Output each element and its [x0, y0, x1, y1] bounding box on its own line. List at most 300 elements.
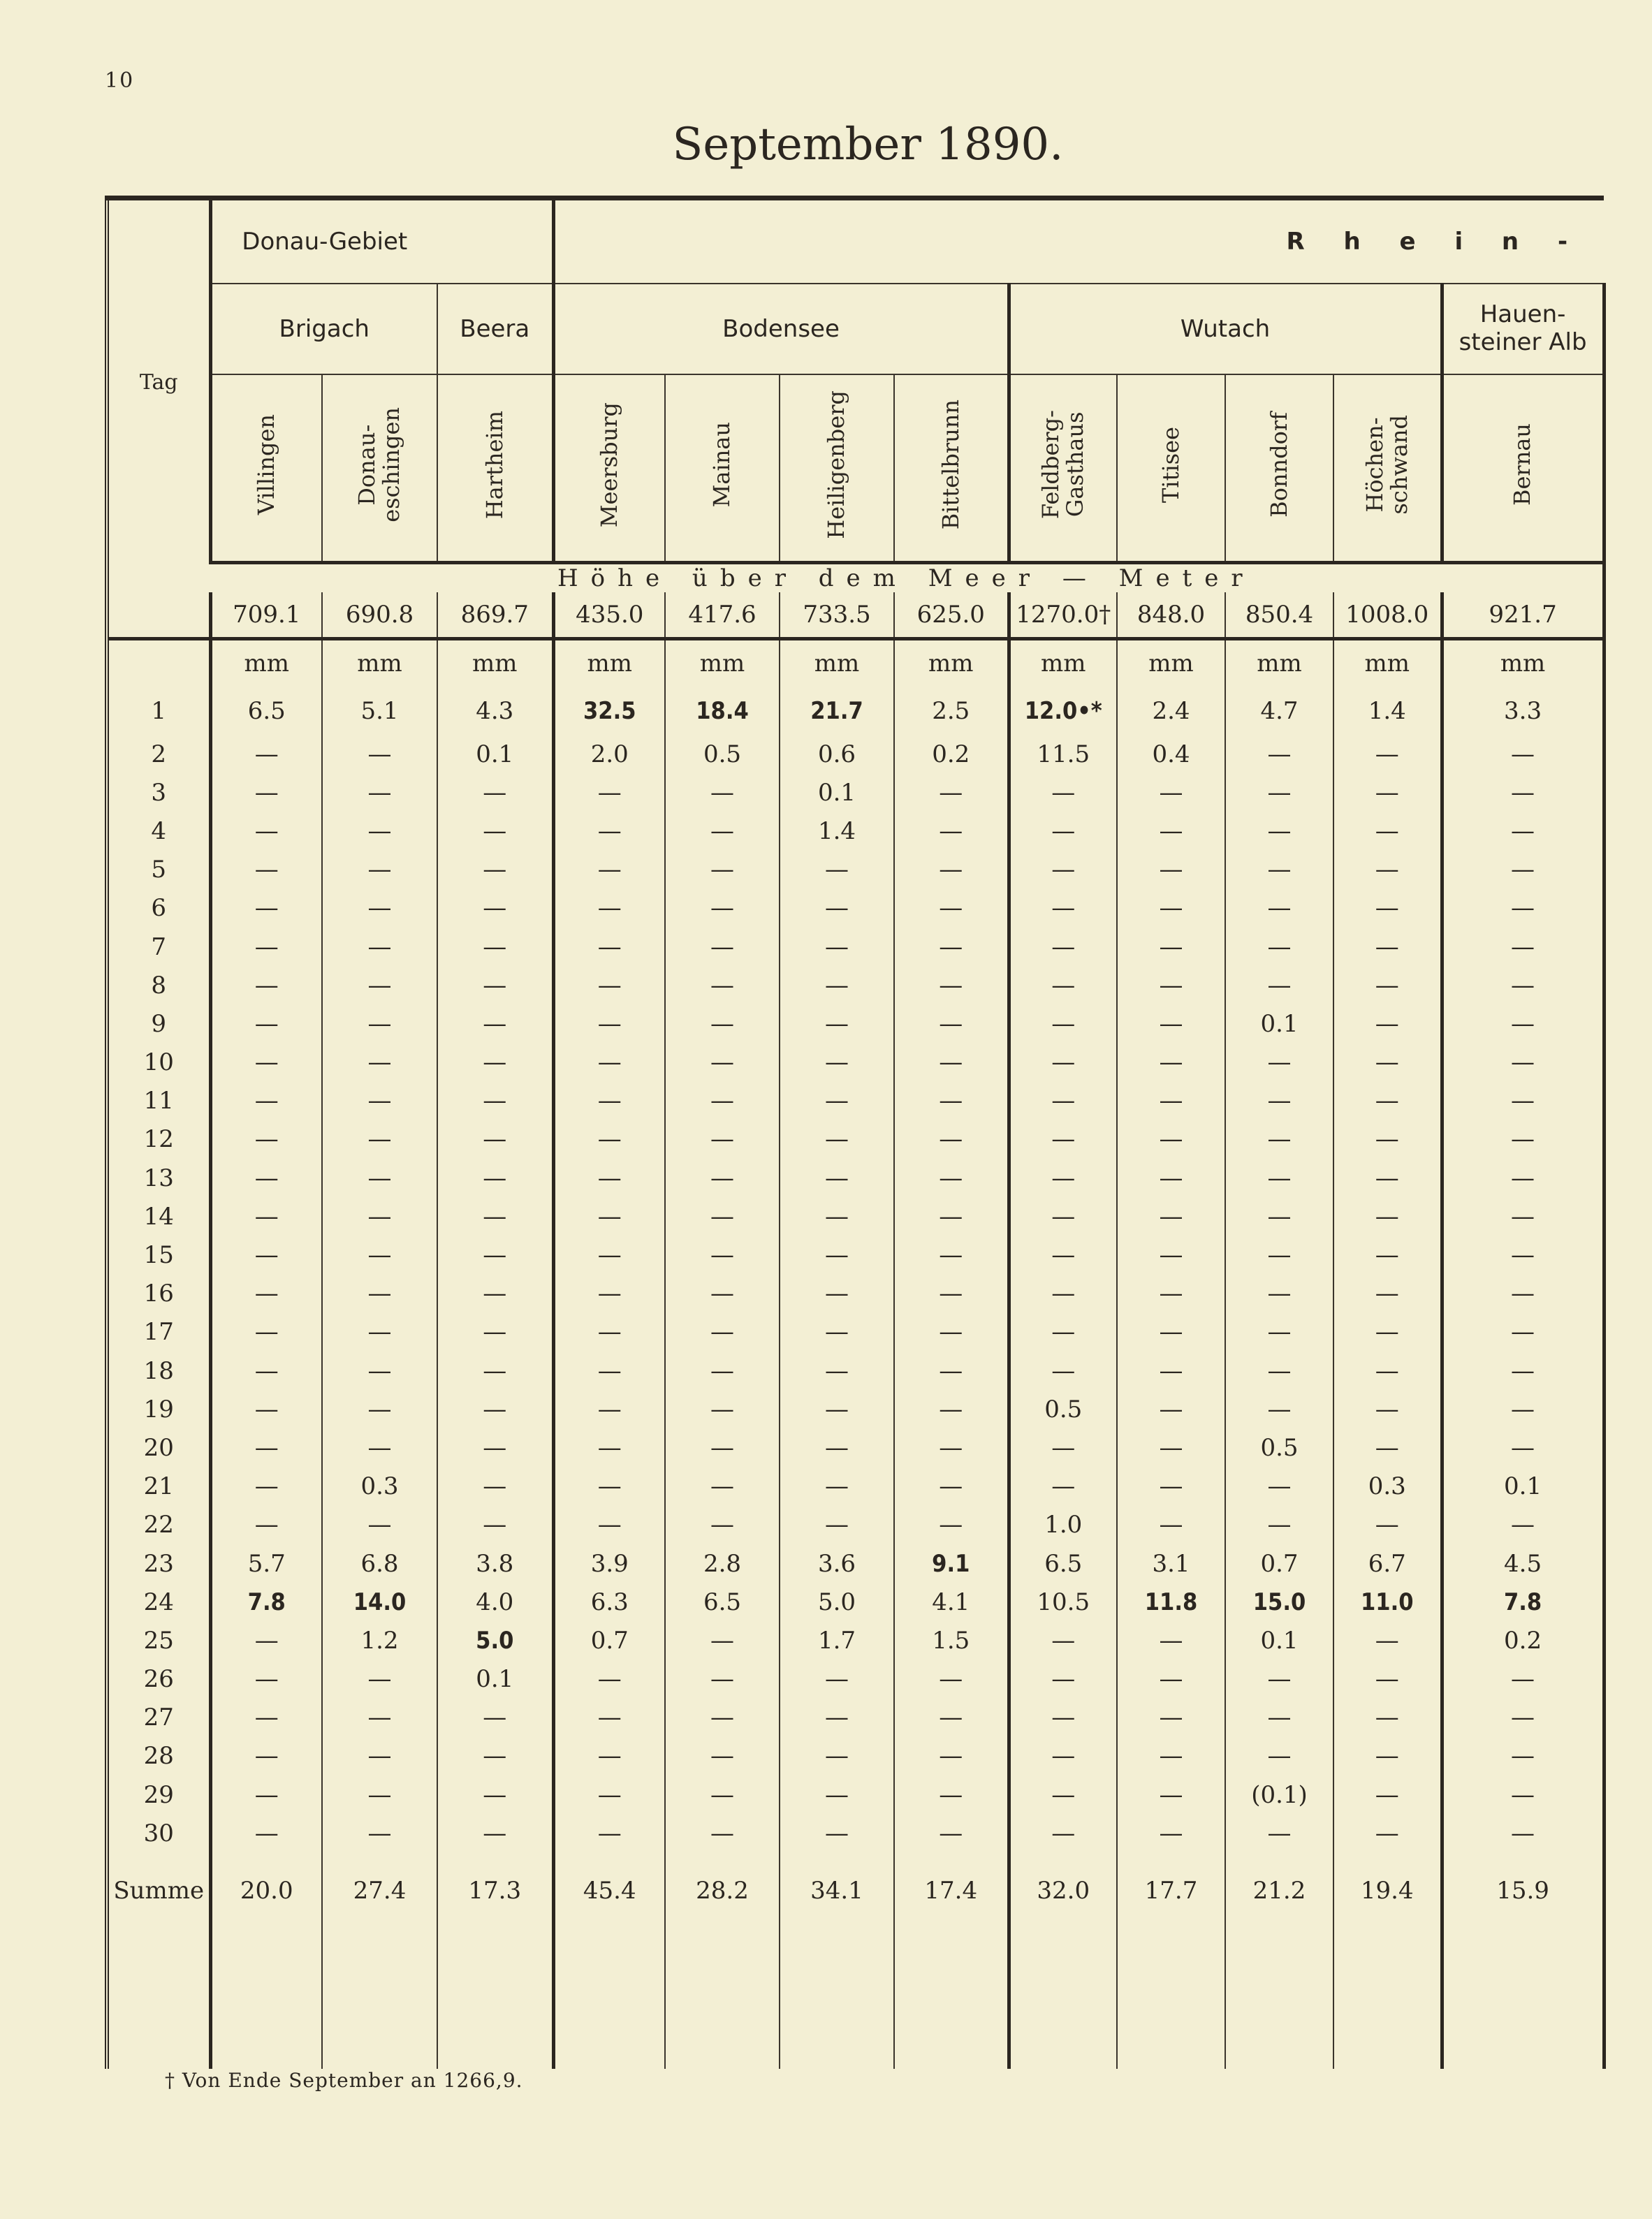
- day-number: 30: [107, 1814, 210, 1852]
- table-row: [107, 1814, 1604, 1852]
- precipitation-value: —: [1333, 1775, 1442, 1814]
- subgroup-bodensee: Bodensee: [553, 284, 1009, 374]
- precipitation-value: —: [1117, 1390, 1225, 1428]
- precipitation-value: —: [210, 1275, 322, 1313]
- subgroup-hauensteiner-alb: Hauen- steiner Alb: [1442, 284, 1604, 374]
- precipitation-value: —: [210, 1120, 322, 1159]
- precipitation-value: —: [437, 928, 553, 966]
- station-name: Höchen- schwand: [1361, 414, 1412, 515]
- station-name: Villingen: [253, 414, 280, 515]
- precipitation-value: —: [1442, 1775, 1604, 1814]
- precipitation-value: —: [665, 1467, 780, 1506]
- table-row: [107, 1352, 1604, 1390]
- precipitation-value: —: [1333, 1313, 1442, 1352]
- precipitation-value: —: [1442, 1236, 1604, 1274]
- precipitation-value: —: [894, 812, 1009, 850]
- precipitation-value: —: [1225, 1197, 1333, 1236]
- precipitation-value: —: [894, 928, 1009, 966]
- station-name-cell: [322, 374, 437, 563]
- precipitation-value: —: [553, 1159, 665, 1197]
- day-number: 2: [107, 735, 210, 773]
- precipitation-value: —: [322, 1275, 437, 1313]
- precipitation-value: —: [1333, 1506, 1442, 1544]
- precipitation-value: —: [210, 1621, 322, 1660]
- precipitation-value: —: [1225, 812, 1333, 850]
- table-row: [107, 773, 1604, 812]
- precipitation-value: —: [1225, 1699, 1333, 1737]
- precipitation-value: 0.2: [1442, 1621, 1604, 1660]
- precipitation-value: —: [1225, 1506, 1333, 1544]
- subgroup-beera: Beera: [437, 284, 553, 374]
- table-row: [107, 1197, 1604, 1236]
- precipitation-value: —: [1442, 812, 1604, 850]
- precipitation-value: —: [322, 1313, 437, 1352]
- precipitation-value: —: [1442, 1197, 1604, 1236]
- precipitation-value: —: [1442, 1004, 1604, 1043]
- precipitation-value: —: [1225, 1159, 1333, 1197]
- precipitation-value: —: [437, 1428, 553, 1467]
- precipitation-value: —: [780, 1236, 894, 1274]
- precipitation-value: 6.7: [1333, 1544, 1442, 1583]
- station-name-cell: [1225, 374, 1333, 563]
- station-height: 625.0: [894, 592, 1009, 638]
- precipitation-value: —: [1442, 889, 1604, 928]
- precipitation-value: —: [210, 1506, 322, 1544]
- precipitation-value: —: [1009, 1699, 1117, 1737]
- precipitation-value: —: [210, 735, 322, 773]
- station-height: 869.7: [437, 592, 553, 638]
- precipitation-value: 0.1: [780, 773, 894, 812]
- precipitation-value: 7.8: [1442, 1583, 1604, 1621]
- unit-label: mm: [1009, 638, 1117, 687]
- precipitation-value: —: [780, 1660, 894, 1699]
- precipitation-value: —: [322, 1159, 437, 1197]
- station-name: Bittelbrunn: [937, 400, 964, 530]
- precipitation-value: —: [1333, 1699, 1442, 1737]
- precipitation-value: —: [1117, 1352, 1225, 1390]
- station-name: Meersburg: [596, 402, 623, 527]
- precipitation-value: —: [894, 1467, 1009, 1506]
- precipitation-value: —: [437, 1004, 553, 1043]
- day-number: 6: [107, 889, 210, 928]
- precipitation-value: —: [1225, 1660, 1333, 1699]
- precipitation-value: —: [553, 1467, 665, 1506]
- unit-label: mm: [1442, 638, 1604, 687]
- precipitation-value: —: [1225, 1352, 1333, 1390]
- sum-value: 19.4: [1333, 1852, 1442, 1929]
- precipitation-value: —: [780, 1390, 894, 1428]
- station-name: Bernau: [1509, 423, 1536, 506]
- precipitation-value: —: [1225, 851, 1333, 889]
- precipitation-value: —: [665, 1275, 780, 1313]
- day-number: 22: [107, 1506, 210, 1544]
- precipitation-value: —: [1117, 1004, 1225, 1043]
- precipitation-value: —: [1442, 966, 1604, 1004]
- precipitation-value: 15.0: [1225, 1583, 1333, 1621]
- precipitation-value: —: [437, 1467, 553, 1506]
- tag-header: Tag: [107, 198, 210, 563]
- precipitation-value: —: [210, 1159, 322, 1197]
- precipitation-value: 6.8: [322, 1544, 437, 1583]
- precipitation-value: (0.1): [1225, 1775, 1333, 1814]
- footnote: † Von Ende September an 1266,9.: [165, 2069, 523, 2092]
- precipitation-value: 3.9: [553, 1544, 665, 1583]
- precipitation-value: —: [210, 966, 322, 1004]
- precipitation-value: 1.5: [894, 1621, 1009, 1660]
- precipitation-value: —: [1225, 1043, 1333, 1082]
- precipitation-value: —: [780, 1506, 894, 1544]
- precipitation-value: —: [210, 1082, 322, 1120]
- precipitation-value: —: [1009, 1043, 1117, 1082]
- table-row: [107, 851, 1604, 889]
- sum-value: 27.4: [322, 1852, 437, 1929]
- day-number: 17: [107, 1313, 210, 1352]
- precipitation-value: 2.4: [1117, 687, 1225, 735]
- day-number: 29: [107, 1775, 210, 1814]
- precipitation-value: 11.8: [1117, 1583, 1225, 1621]
- precipitation-value: —: [1117, 966, 1225, 1004]
- precipitation-value: —: [780, 1313, 894, 1352]
- precipitation-value: —: [665, 1120, 780, 1159]
- table-row: [107, 812, 1604, 850]
- precipitation-value: —: [894, 1043, 1009, 1082]
- precipitation-value: —: [437, 812, 553, 850]
- precipitation-value: —: [210, 1313, 322, 1352]
- precipitation-value: —: [780, 966, 894, 1004]
- precipitation-value: 5.0: [780, 1583, 894, 1621]
- precipitation-value: —: [322, 928, 437, 966]
- precipitation-value: —: [322, 1814, 437, 1852]
- precipitation-value: —: [1225, 1236, 1333, 1274]
- precipitation-value: —: [780, 1275, 894, 1313]
- precipitation-value: —: [665, 1699, 780, 1737]
- day-number: 21: [107, 1467, 210, 1506]
- precipitation-value: 0.3: [1333, 1467, 1442, 1506]
- precipitation-value: —: [894, 773, 1009, 812]
- station-height: 1270.0†: [1009, 592, 1117, 638]
- precipitation-value: —: [1225, 1390, 1333, 1428]
- precipitation-value: —: [210, 889, 322, 928]
- precipitation-value: 3.3: [1442, 687, 1604, 735]
- day-number: 20: [107, 1428, 210, 1467]
- station-name-cell: [894, 374, 1009, 563]
- precipitation-value: —: [1225, 1120, 1333, 1159]
- day-number: 14: [107, 1197, 210, 1236]
- day-number: 28: [107, 1737, 210, 1775]
- sum-value: 15.9: [1442, 1852, 1604, 1929]
- station-name: Heiligenberg: [823, 390, 850, 539]
- precipitation-value: —: [210, 1352, 322, 1390]
- precipitation-value: —: [1225, 1467, 1333, 1506]
- precipitation-value: —: [1442, 1428, 1604, 1467]
- precipitation-value: —: [1442, 1390, 1604, 1428]
- precipitation-value: —: [894, 1506, 1009, 1544]
- precipitation-value: 14.0: [322, 1583, 437, 1621]
- precipitation-value: —: [1117, 851, 1225, 889]
- precipitation-value: —: [1442, 773, 1604, 812]
- station-height: 709.1: [210, 592, 322, 638]
- precipitation-value: 9.1: [894, 1544, 1009, 1583]
- precipitation-value: —: [665, 1043, 780, 1082]
- precipitation-value: —: [437, 1814, 553, 1852]
- table-row: [107, 1390, 1604, 1428]
- precipitation-value: —: [1009, 1660, 1117, 1699]
- precipitation-value: —: [553, 1352, 665, 1390]
- precipitation-value: —: [665, 1660, 780, 1699]
- precipitation-value: 0.7: [553, 1621, 665, 1660]
- station-name: Donau- eschingen: [353, 407, 405, 522]
- precipitation-value: 2.0: [553, 735, 665, 773]
- precipitation-value: —: [553, 1043, 665, 1082]
- station-name-cell: [210, 374, 322, 563]
- precipitation-value: —: [437, 889, 553, 928]
- precipitation-value: —: [322, 1775, 437, 1814]
- precipitation-value: —: [1333, 773, 1442, 812]
- station-height: 848.0: [1117, 592, 1225, 638]
- precipitation-value: —: [1117, 1699, 1225, 1737]
- station-height: 435.0: [553, 592, 665, 638]
- precipitation-value: —: [780, 1197, 894, 1236]
- station-height: 1008.0: [1333, 592, 1442, 638]
- precipitation-value: —: [553, 1275, 665, 1313]
- precipitation-value: 11.0: [1333, 1583, 1442, 1621]
- precipitation-value: —: [437, 773, 553, 812]
- precipitation-value: 3.6: [780, 1544, 894, 1583]
- precipitation-value: —: [1009, 1467, 1117, 1506]
- sum-value: 45.4: [553, 1852, 665, 1929]
- station-height: 850.4: [1225, 592, 1333, 638]
- precipitation-value: —: [665, 1082, 780, 1120]
- precipitation-value: —: [1225, 1275, 1333, 1313]
- table-row: [107, 1699, 1604, 1737]
- precipitation-value: —: [322, 1120, 437, 1159]
- precipitation-value: —: [322, 1506, 437, 1544]
- precipitation-value: 10.5: [1009, 1583, 1117, 1621]
- table-row: [107, 1660, 1604, 1699]
- sum-value: 21.2: [1225, 1852, 1333, 1929]
- precipitation-value: —: [1117, 1814, 1225, 1852]
- precipitation-value: —: [665, 1428, 780, 1467]
- precipitation-value: —: [1442, 1313, 1604, 1352]
- precipitation-value: —: [553, 1775, 665, 1814]
- precipitation-value: 0.5: [665, 735, 780, 773]
- precipitation-value: 4.0: [437, 1583, 553, 1621]
- sum-value: 28.2: [665, 1852, 780, 1929]
- day-number: 19: [107, 1390, 210, 1428]
- precipitation-value: —: [780, 1082, 894, 1120]
- unit-label: mm: [1333, 638, 1442, 687]
- precipitation-value: —: [665, 966, 780, 1004]
- table-row: [107, 1544, 1604, 1583]
- precipitation-value: —: [665, 1506, 780, 1544]
- sum-value: 17.3: [437, 1852, 553, 1929]
- precipitation-value: —: [553, 1236, 665, 1274]
- day-number: 10: [107, 1043, 210, 1082]
- day-number: 5: [107, 851, 210, 889]
- precipitation-value: 18.4: [665, 687, 780, 735]
- precipitation-value: —: [1333, 928, 1442, 966]
- precipitation-value: 1.0: [1009, 1506, 1117, 1544]
- precipitation-value: —: [322, 966, 437, 1004]
- precipitation-value: —: [322, 812, 437, 850]
- group-donau: Donau-Gebiet: [210, 198, 437, 284]
- precipitation-value: —: [1117, 1313, 1225, 1352]
- precipitation-value: —: [780, 928, 894, 966]
- precipitation-value: —: [1333, 889, 1442, 928]
- precipitation-value: —: [1117, 1043, 1225, 1082]
- precipitation-value: —: [1333, 1082, 1442, 1120]
- precipitation-value: —: [1225, 735, 1333, 773]
- precipitation-value: —: [1009, 1428, 1117, 1467]
- precipitation-value: —: [1442, 1275, 1604, 1313]
- precipitation-value: —: [894, 1352, 1009, 1390]
- precipitation-value: 0.6: [780, 735, 894, 773]
- table-row: [107, 1583, 1604, 1621]
- precipitation-value: —: [437, 1120, 553, 1159]
- precipitation-value: —: [1333, 1814, 1442, 1852]
- precipitation-value: 6.5: [1009, 1544, 1117, 1583]
- precipitation-value: —: [1333, 812, 1442, 850]
- precipitation-value: —: [665, 1775, 780, 1814]
- sum-value: 17.7: [1117, 1852, 1225, 1929]
- precipitation-value: —: [1009, 966, 1117, 1004]
- precipitation-value: —: [210, 1428, 322, 1467]
- precipitation-value: —: [210, 1043, 322, 1082]
- precipitation-value: —: [1117, 1120, 1225, 1159]
- unit-label: mm: [1117, 638, 1225, 687]
- precipitation-value: —: [1009, 1159, 1117, 1197]
- sum-value: 32.0: [1009, 1852, 1117, 1929]
- precipitation-value: 0.2: [894, 735, 1009, 773]
- precipitation-value: —: [322, 851, 437, 889]
- station-height: 733.5: [780, 592, 894, 638]
- precipitation-value: —: [665, 1236, 780, 1274]
- table-row: [107, 928, 1604, 966]
- precipitation-value: 4.5: [1442, 1544, 1604, 1583]
- precipitation-value: —: [665, 812, 780, 850]
- precipitation-value: —: [1333, 1120, 1442, 1159]
- table-row: [107, 1467, 1604, 1506]
- precipitation-value: —: [780, 1043, 894, 1082]
- precipitation-value: 5.7: [210, 1544, 322, 1583]
- precipitation-value: —: [894, 851, 1009, 889]
- precipitation-value: —: [553, 1120, 665, 1159]
- precipitation-value: —: [780, 1004, 894, 1043]
- precipitation-value: —: [894, 1660, 1009, 1699]
- precipitation-value: —: [553, 1197, 665, 1236]
- precipitation-value: —: [210, 1197, 322, 1236]
- page-title: September 1890.: [672, 119, 1064, 170]
- precipitation-value: —: [894, 1120, 1009, 1159]
- day-number: 25: [107, 1621, 210, 1660]
- precipitation-value: —: [894, 1775, 1009, 1814]
- precipitation-value: —: [553, 1506, 665, 1544]
- precipitation-value: —: [1117, 1506, 1225, 1544]
- precipitation-value: —: [1442, 1699, 1604, 1737]
- precipitation-value: —: [553, 812, 665, 850]
- table-row: [107, 1313, 1604, 1352]
- precipitation-value: 4.3: [437, 687, 553, 735]
- page-number: 10: [105, 68, 135, 93]
- precipitation-value: —: [437, 966, 553, 1004]
- precipitation-value: 0.1: [437, 735, 553, 773]
- precipitation-value: —: [322, 1352, 437, 1390]
- precipitation-value: —: [1009, 812, 1117, 850]
- precipitation-value: —: [1442, 735, 1604, 773]
- precipitation-value: —: [1333, 1390, 1442, 1428]
- precipitation-value: 21.7: [780, 687, 894, 735]
- precipitation-value: —: [322, 1390, 437, 1428]
- precipitation-value: —: [210, 1699, 322, 1737]
- unit-label: mm: [553, 638, 665, 687]
- station-name-cell: [1333, 374, 1442, 563]
- precipitation-value: —: [1117, 1197, 1225, 1236]
- day-number: 8: [107, 966, 210, 1004]
- unit-label: mm: [322, 638, 437, 687]
- precipitation-value: —: [1117, 1428, 1225, 1467]
- precipitation-value: —: [1333, 851, 1442, 889]
- station-name-cell: [437, 374, 553, 563]
- sum-value: 17.4: [894, 1852, 1009, 1929]
- precipitation-value: —: [553, 1390, 665, 1428]
- table-row: [107, 1506, 1604, 1544]
- precipitation-value: —: [780, 1352, 894, 1390]
- unit-label: mm: [210, 638, 322, 687]
- precipitation-value: —: [780, 1775, 894, 1814]
- station-name-cell: [665, 374, 780, 563]
- precipitation-value: —: [1442, 1082, 1604, 1120]
- precipitation-value: —: [437, 1313, 553, 1352]
- precipitation-value: —: [780, 1428, 894, 1467]
- day-number: 27: [107, 1699, 210, 1737]
- day-number: 18: [107, 1352, 210, 1390]
- precipitation-value: —: [1333, 735, 1442, 773]
- precipitation-value: —: [1225, 1313, 1333, 1352]
- precipitation-value: —: [1225, 966, 1333, 1004]
- precipitation-value: 32.5: [553, 687, 665, 735]
- precipitation-value: 0.5: [1009, 1390, 1117, 1428]
- precipitation-value: —: [437, 1352, 553, 1390]
- precipitation-value: 3.1: [1117, 1544, 1225, 1583]
- precipitation-value: —: [322, 1236, 437, 1274]
- precipitation-value: —: [1333, 1043, 1442, 1082]
- precipitation-value: —: [322, 735, 437, 773]
- precipitation-value: 5.1: [322, 687, 437, 735]
- station-name-cell: [1009, 374, 1117, 563]
- precipitation-value: —: [1009, 1313, 1117, 1352]
- precipitation-value: 1.4: [1333, 687, 1442, 735]
- precipitation-value: —: [1009, 1197, 1117, 1236]
- table-row: [107, 1120, 1604, 1159]
- precipitation-value: —: [322, 1660, 437, 1699]
- table-row: [107, 1082, 1604, 1120]
- station-name-cell: [553, 374, 665, 563]
- sum-value: 34.1: [780, 1852, 894, 1929]
- station-name-cell: [1442, 374, 1604, 563]
- precipitation-value: —: [1009, 1737, 1117, 1775]
- table-row: [107, 687, 1604, 735]
- precipitation-value: —: [322, 1197, 437, 1236]
- day-number: 16: [107, 1275, 210, 1313]
- precipitation-value: —: [665, 1313, 780, 1352]
- precipitation-value: —: [437, 1043, 553, 1082]
- precipitation-value: —: [1117, 889, 1225, 928]
- precipitation-value: —: [553, 1660, 665, 1699]
- precipitation-value: —: [780, 1814, 894, 1852]
- precipitation-value: —: [1442, 1660, 1604, 1699]
- day-number: 4: [107, 812, 210, 850]
- unit-label: mm: [437, 638, 553, 687]
